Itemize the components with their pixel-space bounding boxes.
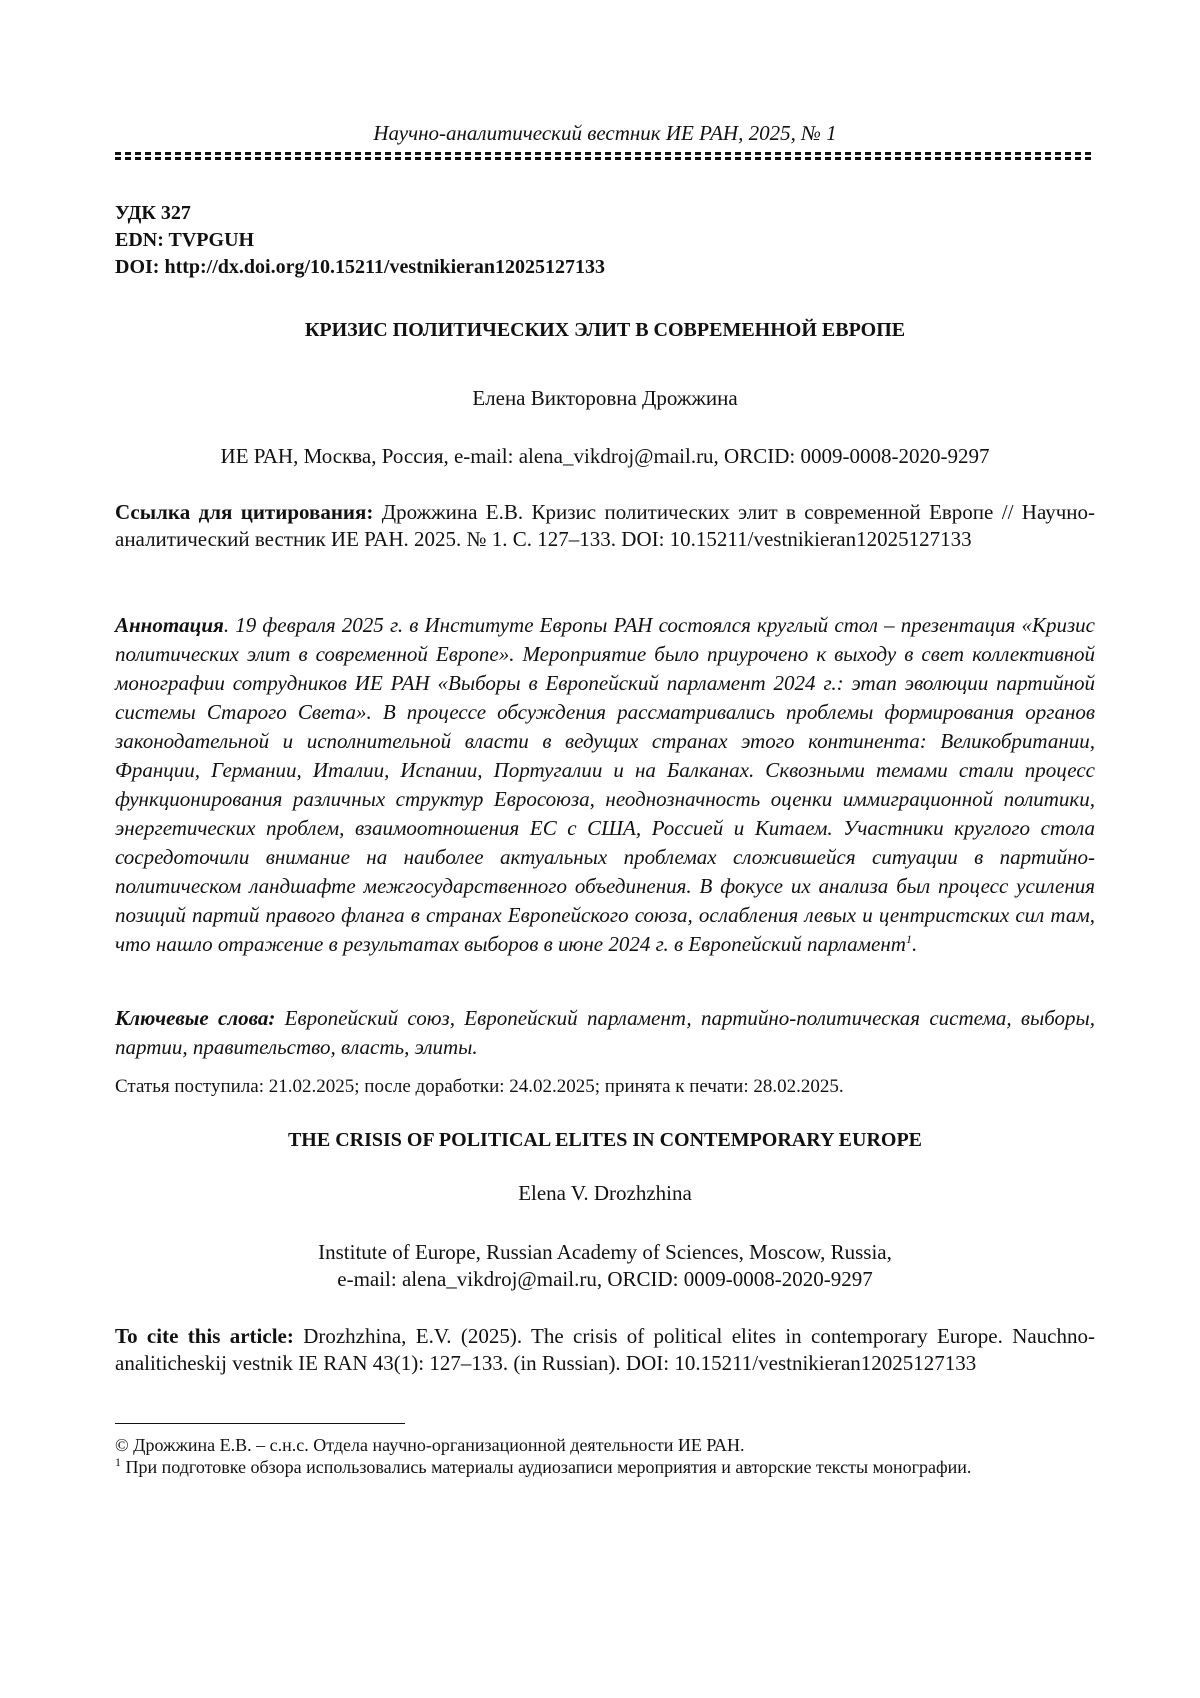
ru-author: Елена Викторовна Дрожжина — [472, 386, 738, 410]
ru-abstract — [115, 611, 1095, 959]
ru-keywords-label: Ключевые слова: — [115, 1006, 276, 1030]
en-citation-text: Drozhzhina, E.V. (2025). The crisis of political elites in contemporary Europe. Nauchno-analiticheskij vestnik IE RAN 43(1): 127–133. (in Russian). DOI: 10.15211/vestnikieran12025127133 — [115, 1324, 1095, 1375]
en-affiliation-line1: Institute of Europe, Russian Academy of Sciences, Moscow, Russia, — [318, 1240, 892, 1264]
ru-affiliation: ИЕ РАН, Москва, Россия, e-mail: alena_vikdroj@mail.ru, ORCID: 0009-0008-2020-9297 — [220, 444, 990, 468]
article-metadata — [115, 200, 605, 281]
ru-abstract-end: . — [911, 932, 918, 956]
ru-citation-text: Дрожжина Е.В. Кризис политических элит в современной Европе // Научно-аналитический вестник ИЕ РАН. 2025. № 1. С. 127–133. DOI: 10.15211/vestnikieran12025127133 — [115, 500, 1096, 551]
ru-title: КРИЗИС ПОЛИТИЧЕСКИХ ЭЛИТ В СОВРЕМЕННОЙ ЕВРОПЕ — [304, 319, 906, 341]
ru-dates: Статья поступила: 21.02.2025; после доработки: 24.02.2025; принята к печати: 28.02.2025. — [115, 1076, 844, 1097]
footnote-1-text: При подготовке обзора использовались материалы аудиозаписи мероприятия и авторские тексты монографии. — [125, 1457, 972, 1477]
ru-citation-label: Ссылка для цитирования: — [115, 500, 374, 524]
footnote-separator — [115, 1423, 405, 1424]
ru-citation — [115, 499, 1095, 553]
edn-code: EDN: TVPGUH — [115, 229, 255, 251]
en-affiliation-line2: e-mail: alena_vikdroj@mail.ru, ORCID: 0009-0008-2020-9297 — [337, 1267, 873, 1291]
udc-code: УДК 327 — [115, 202, 191, 224]
en-affiliation — [115, 1239, 1095, 1293]
en-citation — [115, 1323, 1095, 1377]
en-title: THE CRISIS OF POLITICAL ELITES IN CONTEMPORARY EUROPE — [287, 1129, 923, 1151]
en-citation-label: To cite this article: — [115, 1324, 294, 1348]
en-author: Elena V. Drozhzhina — [518, 1181, 692, 1205]
footnote-ref-1[interactable]: 1 — [905, 932, 912, 946]
header-double-rule — [115, 151, 1095, 163]
footnote-1 — [115, 1457, 1105, 1477]
ru-abstract-label: Аннотация — [115, 613, 224, 637]
journal-running-header: Научно-аналитический вестник ИЕ РАН, 2025, № 1 — [373, 121, 837, 145]
ru-keywords-text: Европейский союз, Европейский парламент, партийно-политическая система, выборы, партии, правительство, власть, элиты. — [115, 1006, 1096, 1059]
ru-keywords — [115, 1004, 1095, 1062]
footnote-author: © Дрожжина Е.В. – с.н.с. Отдела научно-организационной деятельности ИЕ РАН. — [115, 1435, 745, 1455]
doi-link[interactable]: DOI: http://dx.doi.org/10.15211/vestnikieran12025127133 — [115, 256, 606, 278]
footnote-1-mark: 1 — [115, 1455, 121, 1469]
ru-abstract-text: . 19 февраля 2025 г. в Институте Европы РАН состоялся круглый стол – презентация «Кризис политических элит в современной Европе». Мероприятие было приурочено к выходу в свет коллективной монографии сотрудников ИЕ РАН «Выборы в Европейский парламент 2024 г.: этап эволюции партийной системы Старого Света». В процессе обсуждения рассматривались проблемы формирования органов законодательной и исполнительной власти в ведущих странах этого континента: Великобритании, Франции, Германии, Италии, Испании, Португалии и на Балканах. Сквозными темами стали процесс функционирования различных структур Евросоюза, неоднозначность оценки иммиграционной политики, энергетических проблем, взаимоотношения ЕС с США, Россией и Китаем. Участники круглого стола сосредоточили внимание на наиболее актуальных проблемах сложившейся ситуации в партийно-политическом ландшафте межгосударственного объединения. В фокусе их анализа был процесс усиления позиций партий правого фланга в странах Европейского союза, ослабления левых и центристских сил там, что нашло отражение в результатах выборов в июне 2024 г. в Европейский парламент — [115, 613, 1095, 956]
